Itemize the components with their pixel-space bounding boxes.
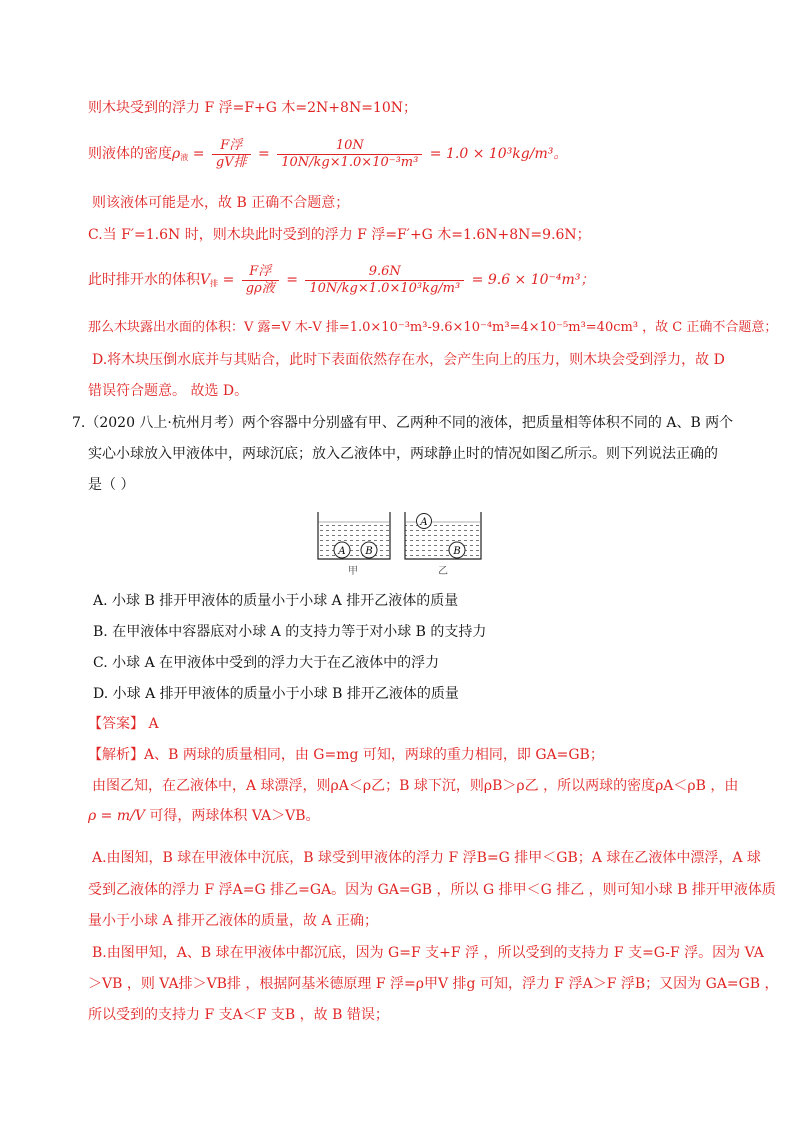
analysis-text: 可得，两球体积 VA＞VB。: [149, 808, 320, 824]
rho-subscript: 液: [180, 153, 189, 162]
option-a: A. 小球 B 排开甲液体的质量小于小球 A 排开乙液体的质量: [93, 593, 459, 609]
analysis-line-2: 由图乙知，在乙液体中，A 球漂浮，则ρA＜ρ乙；B 球下沉，则ρB＞ρ乙 ，所以两球的密度ρA＜ρB ，由: [92, 778, 739, 794]
density-formula: ρ = m/V: [88, 808, 145, 824]
fraction-denominator: gV排: [215, 154, 247, 170]
solution-line-7: D.将木块压倒水底并与其贴合，此时下表面依然存在水，会产生向上的压力，则木块会受到浮力，故 D: [92, 352, 725, 368]
question-line-2: 实心小球放入甲液体中，两球沉底；放入乙液体中，两球静止时的情况如图乙所示。则下列说法正确的: [88, 446, 718, 462]
volume-result: = 9.6 × 10⁻⁴m³；: [471, 272, 595, 288]
fraction-numerator: F浮: [212, 138, 251, 155]
answer-value: A: [148, 716, 159, 732]
answer-label: 【答案】: [88, 716, 144, 732]
ball-b-label: B: [453, 546, 461, 557]
fraction-numerator: 9.6N: [305, 264, 464, 281]
equals-sign: =: [286, 272, 298, 288]
v-symbol: V: [200, 272, 211, 288]
question-line-3: 是（ ）: [88, 477, 135, 493]
label-yi: 乙: [438, 566, 448, 577]
liquid-yi: [405, 522, 481, 559]
option-d: D. 小球 A 排开甲液体的质量小于小球 B 排开乙液体的质量: [93, 686, 459, 702]
solution-line-8: 错误符合题意。 故选 D。: [88, 383, 249, 399]
analysis-line-9: 所以受到的支持力 F 支A＜F 支B ，故 B 错误；: [88, 1007, 389, 1023]
density-prefix: 则液体的密度: [88, 146, 172, 162]
rho-symbol: ρ: [172, 146, 181, 162]
analysis-line-1: [88, 745, 604, 765]
fraction-values: [277, 138, 422, 171]
analysis-line-5: 受到乙液体的浮力 F 浮A=G 排乙=GA。因为 GA=GB ，所以 G 排甲＜G 排乙 ，则可知小球 B 排开甲液体质: [88, 882, 776, 898]
analysis-label: 【解析】: [88, 747, 144, 763]
fraction-values: [305, 264, 464, 297]
equals-sign: =: [222, 272, 235, 288]
liquid-jia: [318, 522, 390, 559]
analysis-line-4: A.由图知，B 球在甲液体中沉底，B 球受到甲液体的浮力 F 浮B=G 排甲＜GB；A 球在乙液体中漂浮，A 球: [92, 850, 761, 866]
option-b: B. 在甲液体中容器底对小球 A 的支持力等于对小球 B 的支持力: [93, 624, 487, 640]
question-line-1: 7.（2020 八上·杭州月考）两个容器中分别盛有甲、乙两种不同的液体，把质量相等体积不同的 A、B 两个: [72, 415, 734, 431]
label-jia: 甲: [348, 566, 358, 577]
density-formula-line: [88, 132, 567, 180]
containers-figure: [313, 508, 489, 578]
fraction-numerator: F浮: [242, 264, 279, 281]
fraction-buoyancy: [242, 264, 279, 297]
analysis-text: A、B 两球的质量相同，由 G=mg 可知，两球的重力相同，即 GA=GB；: [144, 747, 604, 763]
fraction-denominator: gρ液: [245, 280, 275, 296]
fraction-denominator: 10N/kg×1.0×10³kg/m³: [309, 280, 461, 296]
volume-formula-line: [88, 258, 594, 306]
volume-prefix: 此时排开水的体积: [88, 272, 200, 288]
solution-line-4: C.当 F′=1.6N 时，则木块此时受到的浮力 F 浮=F′+G 木=1.6N+8N=9.6N；: [88, 227, 591, 243]
fraction-denominator: 10N/kg×1.0×10⁻³m³: [281, 154, 419, 170]
option-c: C. 小球 A 在甲液体中受到的浮力大于在乙液体中的浮力: [93, 655, 440, 671]
solution-line-3: 则该液体可能是水，故 B 正确不合题意；: [92, 195, 350, 211]
analysis-line-7: B.由图甲知，A、B 球在甲液体中都沉底，因为 G=F 支+F 浮 ，所以受到的支持力 F 支=G-F 浮。因为 VA: [92, 945, 764, 961]
answer-line: [88, 714, 159, 734]
solution-line-1: 则木块受到的浮力 F 浮=F+G 木=2N+8N=10N；: [88, 100, 417, 116]
ball-a-label: A: [420, 517, 428, 528]
fraction-numerator: 10N: [277, 138, 422, 155]
equals-sign: =: [192, 146, 205, 162]
v-subscript: 排: [210, 279, 219, 288]
density-result: = 1.0 × 10³kg/m³。: [429, 146, 568, 162]
analysis-line-3: [88, 806, 320, 826]
solution-line-6: 那么木块露出水面的体积：V 露=V 木-V 排=1.0×10⁻³m³-9.6×10⁻⁴m³=4×10⁻⁵m³=40cm³ ，故 C 正确不合题意；: [88, 320, 778, 335]
analysis-line-8: ＞VB ，则 VA排＞VB排 ，根据阿基米德原理 F 浮=ρ甲V 排g 可知，浮力 F 浮A＞F 浮B；又因为 GA=GB ，: [88, 976, 779, 992]
analysis-line-6: 量小于小球 A 排开乙液体的质量，故 A 正确；: [88, 913, 379, 929]
ball-b-label: B: [365, 546, 373, 557]
equals-sign: =: [258, 146, 270, 162]
ball-a-label: A: [338, 546, 346, 557]
fraction-buoyancy: [212, 138, 251, 171]
